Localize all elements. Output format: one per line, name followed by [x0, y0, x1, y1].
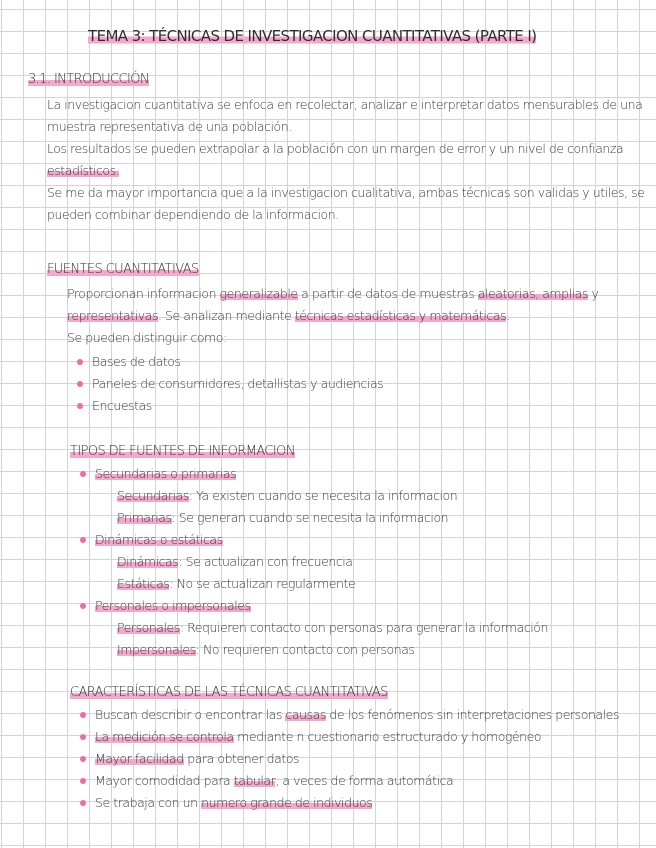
highlight-tecnicas: técnicas estadísticas y matemáticas: [294, 308, 507, 323]
definition-item: Personales: Requieren contacto con personas para generar la información: [117, 620, 548, 635]
definition-item: Dinámicas: Se actualizan con frecuencia: [117, 554, 353, 569]
definition-item: Estáticas: No se actualizan regularmente: [117, 576, 356, 591]
intro-line-3: Los resultados se pueden extrapolar a la población con un margen de error y un nivel de confianza: [47, 141, 624, 156]
list-item: Bases de datos: [77, 353, 181, 371]
bullet-icon: [80, 471, 86, 477]
intro-line-4: estadísticos.: [47, 163, 120, 178]
fuentes-line-2: representativas. Se analizan mediante técnicas estadísticas y matemáticas.: [67, 308, 510, 323]
intro-line-1: La investigacion cuantitativa se enfoca en recolectar, analizar e interpretar datos mensurables de una: [47, 97, 643, 112]
definition-item: Secundarias: Ya existen cuando se necesita la informacion: [117, 488, 458, 503]
title-highlight: TEMA 3: TÉCNICAS DE INVESTIGACION CUANTITATIVAS (PARTE I): [88, 27, 537, 45]
intro-line-5: Se me da mayor importancia que a la investigacion cualitativa, ambas técnicas son validas y utiles, se: [47, 185, 645, 200]
page-title: [88, 27, 536, 45]
list-item: Se trabaja con un numero grande de individuos: [80, 794, 372, 812]
bullet-icon: [77, 381, 83, 387]
caracteristicas-heading: CARACTERÍSTICAS DE LAS TÉCNICAS CUANTITATIVAS: [70, 685, 388, 700]
bullet-icon: [77, 403, 83, 409]
list-item: Mayor comodidad para tabular, a veces de forma automática: [80, 772, 453, 790]
definition-item: Primarias: Se generan cuando se necesita la informacion: [117, 510, 449, 525]
bullet-icon: [80, 778, 86, 784]
bullet-icon: [80, 537, 86, 543]
fuentes-line-1: Proporcionan informacion generalizable a partir de datos de muestras aleatorias, amplias y: [67, 286, 599, 301]
list-item: Encuestas: [77, 397, 152, 415]
tipos-heading: TIPOS DE FUENTES DE INFORMACION: [70, 444, 295, 459]
bullet-icon: [80, 800, 86, 806]
bullet-icon: [80, 712, 86, 718]
definition-item: Impersonales: No requieren contacto con personas: [117, 642, 415, 657]
list-item: Buscan describir o encontrar las causas de los fenómenos sin interpretaciones personales: [80, 706, 619, 724]
list-item: Mayor facilidad para obtener datos: [80, 750, 299, 768]
intro-heading: 3.1. INTRODUCCIÓN: [28, 72, 149, 87]
bullet-icon: [80, 734, 86, 740]
highlight-aleatorias: aleatorias, amplias: [477, 286, 588, 301]
bullet-icon: [80, 756, 86, 762]
list-item: Dinámicas o estáticas: [80, 531, 223, 549]
bullet-icon: [80, 603, 86, 609]
bullet-icon: [77, 359, 83, 365]
list-item: Paneles de consumidores, detallistas y audiencias: [77, 375, 383, 393]
fuentes-heading: FUENTES CUANTITATIVAS: [47, 262, 199, 277]
intro-line-6: pueden combinar dependiendo de la informacion.: [47, 207, 339, 222]
fuentes-line-3: Se pueden distinguir como:: [67, 330, 227, 345]
highlight-representativas: representativas: [67, 308, 158, 323]
list-item: La medición se controla mediante n cuestionario estructurado y homogéneo: [80, 728, 541, 746]
list-item: Secundarias o primarias: [80, 465, 236, 483]
intro-line-2: muestra representativa de una población.: [47, 119, 292, 134]
list-item: Personales o impersonales: [80, 597, 251, 615]
highlight-generalizable: generalizable: [219, 286, 298, 301]
